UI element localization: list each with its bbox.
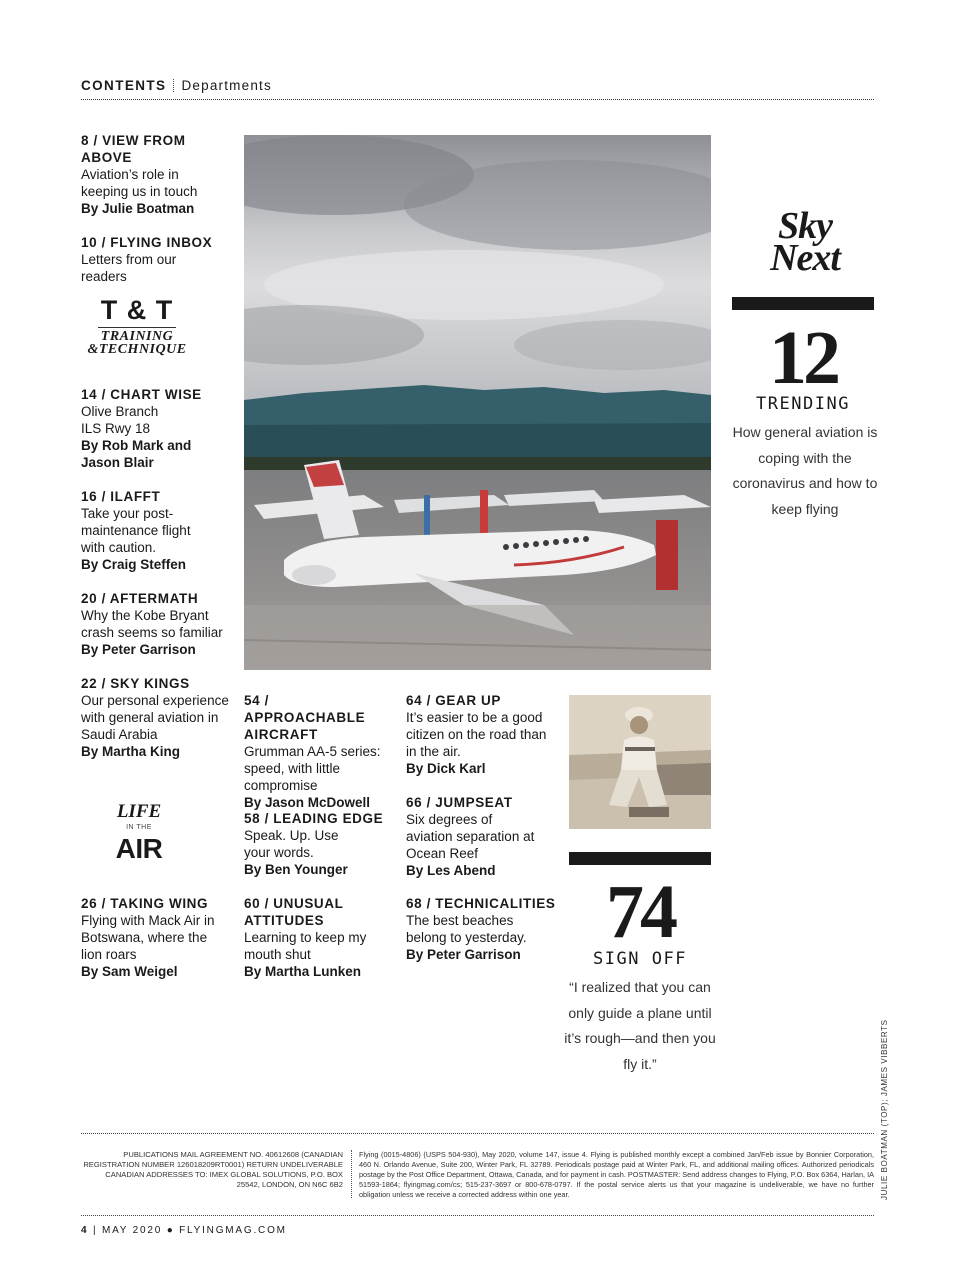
entry-byline: By Julie Boatman (81, 201, 195, 216)
toc-entry-sky-kings[interactable]: 22 / SKY KINGS Our personal experience with general aviation in Saudi Arabia By Martha King (81, 676, 229, 759)
entry-title: FLYING INBOX (110, 235, 213, 250)
signoff-bar (569, 852, 711, 865)
toc-entry-leading-edge[interactable]: 58 / LEADING EDGE Speak. Up. Use your words. By Ben Younger (244, 810, 394, 878)
entry-byline: By Les Abend (406, 863, 496, 878)
sky-next-line1: Sky (778, 205, 832, 247)
contents-label: CONTENTS (81, 78, 167, 93)
entry-page: 58 (244, 811, 261, 826)
entry-byline: By Jason McDowell (244, 795, 371, 810)
publication-statement: Flying (0015-4806) (USPS 504-930), May 2020, volume 147, issue 4. Flying is published monthly except a combined Jan/Feb issue by Bonnier Corporation, 460 N. Orlando Avenue, Suite 200, Winter Park, FL 32789. Periodicals postage paid at Winter Park, FL, and additional mailing offices. Authorized periodicals postage by the Post Office Department, Ottawa, Canada, and for payment in cash. POSTMASTER: Send address changes to Flying, P.O. Box 6364, Harlan, IA 51593-1864; flyingmag.com/cs; 515-237-3697 or 800-678-0797. If the postal service alerts us that your magazine is undeliverable, we have no further obligation unless we receive a corrected address within one year. (359, 1150, 874, 1199)
sky-next-logo (745, 205, 865, 279)
trending-page-number: 12 (769, 316, 837, 400)
toc-entry-approachable-aircraft[interactable]: 54 / APPROACHABLE AIRCRAFT Grumman AA-5 series: speed, with little compromise By Jason McDowell (244, 692, 392, 811)
entry-desc: Learning to keep my mouth shut (244, 930, 367, 962)
entry-byline: By Rob Mark and Jason Blair (81, 438, 192, 470)
toc-entry-taking-wing[interactable]: 26 / TAKING WING Flying with Mack Air in Botswana, where the lion roars By Sam Weigel (81, 895, 226, 980)
photo-credit-text: JULIE BOATMAN (TOP); JAMES VIBBERTS (880, 1019, 889, 1200)
entry-byline: By Dick Karl (406, 761, 486, 776)
tt-logo-rule (98, 327, 176, 328)
pub-bottom-rule (81, 1215, 874, 1216)
entry-page: 64 (406, 693, 423, 708)
signoff-label: SIGN OFF (593, 949, 687, 969)
pub-top-rule (81, 1133, 874, 1134)
signoff-quote: “I realized that you can only guide a plane until it’s rough—and then you fly it.” (564, 979, 716, 1072)
entry-title: GEAR UP (435, 693, 501, 708)
page-folio: 4 | MAY 2020 ● FLYINGMAG.COM (81, 1225, 287, 1236)
entry-byline: By Peter Garrison (81, 642, 196, 657)
sky-next-bar (732, 297, 874, 310)
feature-photo-jets[interactable] (244, 135, 711, 670)
folio-issue: MAY 2020 (101, 1225, 163, 1236)
toc-entry-jumpseat[interactable]: 66 / JUMPSEAT Six degrees of aviation separation at Ocean Reef By Les Abend (406, 795, 535, 878)
entry-page: 16 (81, 489, 98, 504)
signoff-portrait-photo[interactable] (569, 695, 711, 829)
entry-page: 66 (406, 795, 423, 810)
publications-mail-agreement: PUBLICATIONS MAIL AGREEMENT NO. 40612608 (CANADIAN REGISTRATION NUMBER 126018209RT0001) RETURN UNDELIVERABLE CANADIAN ADDRESSES TO: IMEX GLOBAL SOLUTIONS, P.O. BOX 25542, LONDON, ON N6C 6B2 (83, 1150, 343, 1189)
entry-desc: Letters from our readers (81, 252, 177, 284)
folio-page-number: 4 (81, 1225, 89, 1236)
entry-page: 54 (244, 693, 261, 708)
entry-page: 14 (81, 387, 98, 402)
toc-entry-gear-up[interactable]: 64 / GEAR UP It’s easier to be a good citizen on the road than in the air. By Dick Karl (406, 692, 554, 777)
lita-life: LIFE (116, 801, 162, 822)
entry-title: TAKING WING (110, 896, 209, 911)
entry-page: 8 (81, 133, 90, 148)
entry-page: 20 (81, 591, 98, 606)
entry-byline: By Peter Garrison (406, 947, 521, 962)
entry-desc: The best beaches belong to yesterday. (406, 913, 527, 945)
entry-page: 22 (81, 676, 98, 691)
entry-title: JUMPSEAT (435, 795, 513, 810)
entry-byline: By Sam Weigel (81, 964, 178, 979)
signoff-page-number: 74 (606, 870, 674, 954)
entry-page: 26 (81, 896, 98, 911)
entry-byline: By Ben Younger (244, 862, 348, 877)
lita-air: AIR (115, 833, 163, 864)
entry-desc: It’s easier to be a good citizen on the road than in the air. (406, 710, 547, 759)
entry-page: 68 (406, 896, 423, 911)
toc-entry-chart-wise[interactable]: 14 / CHART WISE Olive Branch ILS Rwy 18 By Rob Mark and Jason Blair (81, 387, 202, 470)
tt-logo-big: T & T (100, 295, 174, 325)
trending-desc: How general aviation is coping with the coronavirus and how to keep flying (732, 424, 878, 517)
entry-page: 10 (81, 235, 98, 250)
folio-site[interactable]: FLYINGMAG.COM (179, 1225, 287, 1236)
entry-desc: Grumman AA-5 series: speed, with little compromise (244, 744, 381, 793)
header-divider (173, 79, 174, 92)
toc-entry-flying-inbox[interactable]: 10 / FLYING INBOX Letters from our readers (81, 235, 213, 284)
entry-desc: Why the Kobe Bryant crash seems so familiar (81, 608, 223, 640)
toc-entry-view-from-above[interactable]: 8 / VIEW FROM ABOVE Aviation’s role in keeping us in touch By Julie Boatman (81, 132, 216, 217)
entry-desc: Flying with Mack Air in Botswana, where the lion roars (81, 913, 215, 962)
sky-next-line2: Next (770, 237, 840, 279)
entry-title: UNUSUAL ATTITUDES (244, 896, 344, 928)
entry-desc: Take your post-maintenance flight with caution. (81, 506, 191, 555)
contents-header (81, 78, 874, 100)
entry-byline: By Craig Steffen (81, 557, 187, 572)
entry-byline: By Martha Lunken (244, 964, 362, 979)
entry-title: AFTERMATH (109, 591, 199, 606)
entry-desc: Our personal experience with general aviation in Saudi Arabia (81, 693, 229, 742)
entry-byline: By Martha King (81, 744, 181, 759)
entry-title: ILAFFT (110, 489, 161, 504)
toc-entry-technicalities[interactable]: 68 / TECHNICALITIES The best beaches belong to yesterday. By Peter Garrison (406, 896, 556, 962)
entry-title: CHART WISE (110, 387, 202, 402)
toc-entry-aftermath[interactable]: 20 / AFTERMATH Why the Kobe Bryant crash seems so familiar By Peter Garrison (81, 590, 226, 658)
photo-credit (880, 1020, 894, 1200)
trending-label: TRENDING (756, 394, 850, 414)
entry-title: LEADING EDGE (273, 811, 384, 826)
entry-page: 60 (244, 896, 261, 911)
pub-divider (351, 1150, 352, 1198)
life-in-the-air-logo (100, 802, 178, 864)
toc-entry-unusual-attitudes[interactable]: 60 / UNUSUAL ATTITUDES Learning to keep my mouth shut By Martha Lunken (244, 895, 374, 980)
entry-title: SKY KINGS (110, 676, 190, 691)
entry-title: VIEW FROM ABOVE (81, 133, 186, 165)
lita-in-the: IN THE (126, 824, 152, 831)
toc-entry-ilafft[interactable]: 16 / ILAFFT Take your post-maintenance flight with caution. By Craig Steffen (81, 488, 211, 573)
section-label: Departments (181, 78, 272, 93)
tt-logo-line1: TRAINING (100, 329, 174, 344)
entry-title: TECHNICALITIES (435, 896, 556, 911)
training-technique-logo (81, 296, 193, 356)
entry-title: APPROACHABLE AIRCRAFT (244, 710, 366, 742)
tt-logo-line2: &TECHNIQUE (87, 342, 187, 357)
entry-desc: Olive Branch ILS Rwy 18 (81, 404, 159, 436)
entry-desc: Aviation’s role in keeping us in touch (81, 167, 198, 199)
entry-desc: Six degrees of aviation separation at Ocean Reef (406, 812, 535, 861)
entry-desc: Speak. Up. Use your words. (244, 828, 339, 860)
